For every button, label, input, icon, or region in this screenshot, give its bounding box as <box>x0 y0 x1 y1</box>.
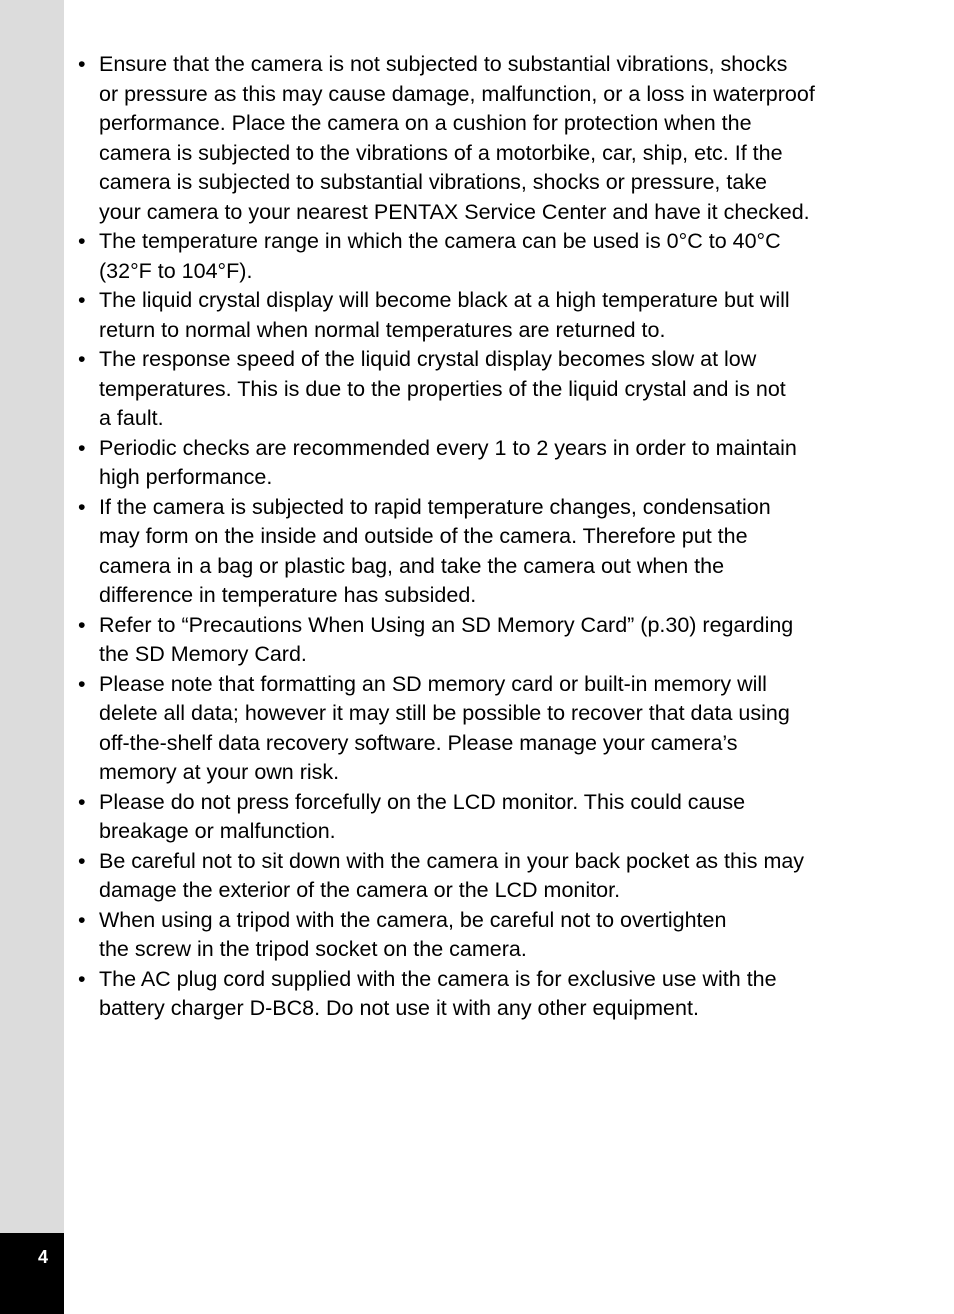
list-item-text: Refer to “Precautions When Using an SD Memory Card” (p.30) regarding the SD Memory Card. <box>99 612 794 666</box>
bullet-icon: • <box>78 848 86 873</box>
list-item-text: Be careful not to sit down with the camera in your back pocket as this may damage the exterior of the camera or the LCD monitor. <box>99 848 805 902</box>
list-item-text: Periodic checks are recommended every 1 to 2 years in order to maintain high performance. <box>99 435 797 489</box>
list-item-text: Ensure that the camera is not subjected to substantial vibrations, shocks or pressure as this may cause damage, malfunction, or a loss in waterproof performance. Place the camera on a cushion for protection when the camera is subjected to the vibrations of a motorbike, car, ship, etc. If the camera is subjected to substantial vibrations, shocks or pressure, take your camera to your nearest PENTAX Service Center and have it checked. <box>99 52 815 224</box>
bullet-icon: • <box>78 52 86 76</box>
list-item <box>78 670 880 788</box>
page-number-tab <box>0 1233 64 1314</box>
bullet-icon: • <box>78 229 86 253</box>
list-item <box>78 434 880 493</box>
list-item <box>78 611 880 670</box>
left-margin-bar <box>0 0 64 1233</box>
list-item <box>78 847 880 906</box>
bullet-icon: • <box>78 288 86 312</box>
precautions-list <box>78 50 880 1024</box>
list-item-text: Please note that formatting an SD memory card or built-in memory will delete all data; however it may still be possible to recover that data using off-the-shelf data recovery software. Please manage your camera’s memory at your own risk. <box>99 671 790 784</box>
list-item-text: The liquid crystal display will become black at a high temperature but will return to normal when normal temperatures are returned to. <box>99 288 790 342</box>
bullet-icon: • <box>78 435 86 460</box>
page-number: 4 <box>38 1247 49 1267</box>
list-item-text: The AC plug cord supplied with the camera is for exclusive use with the battery charger D-BC8. Do not use it with any other equipment. <box>99 966 777 1020</box>
list-item <box>78 227 880 286</box>
bullet-icon: • <box>78 907 86 932</box>
list-item <box>78 50 880 227</box>
list-item <box>78 493 880 611</box>
list-item-text: The response speed of the liquid crystal display becomes slow at low temperatures. This is due to the properties of the liquid crystal and is not a fault. <box>99 347 786 430</box>
list-item-text: When using a tripod with the camera, be careful not to overtighten the screw in the tripod socket on the camera. <box>99 907 727 961</box>
bullet-icon: • <box>78 966 86 991</box>
bullet-icon: • <box>78 347 86 371</box>
bullet-icon: • <box>78 494 86 519</box>
list-item-text: The temperature range in which the camera can be used is 0°C to 40°C (32°F to 104°F). <box>99 229 781 283</box>
bullet-icon: • <box>78 789 86 814</box>
list-item <box>78 965 880 1024</box>
bullet-icon: • <box>78 612 86 637</box>
list-item-text: If the camera is subjected to rapid temperature changes, condensation may form on the inside and outside of the camera. Therefore put the camera in a bag or plastic bag, and take the camera out when the difference in temperature has subsided. <box>99 494 771 607</box>
list-item <box>78 906 880 965</box>
list-item <box>78 286 880 345</box>
list-item <box>78 345 880 434</box>
list-item-text: Please do not press forcefully on the LCD monitor. This could cause breakage or malfunction. <box>99 789 746 843</box>
list-item <box>78 788 880 847</box>
bullet-icon: • <box>78 671 86 696</box>
